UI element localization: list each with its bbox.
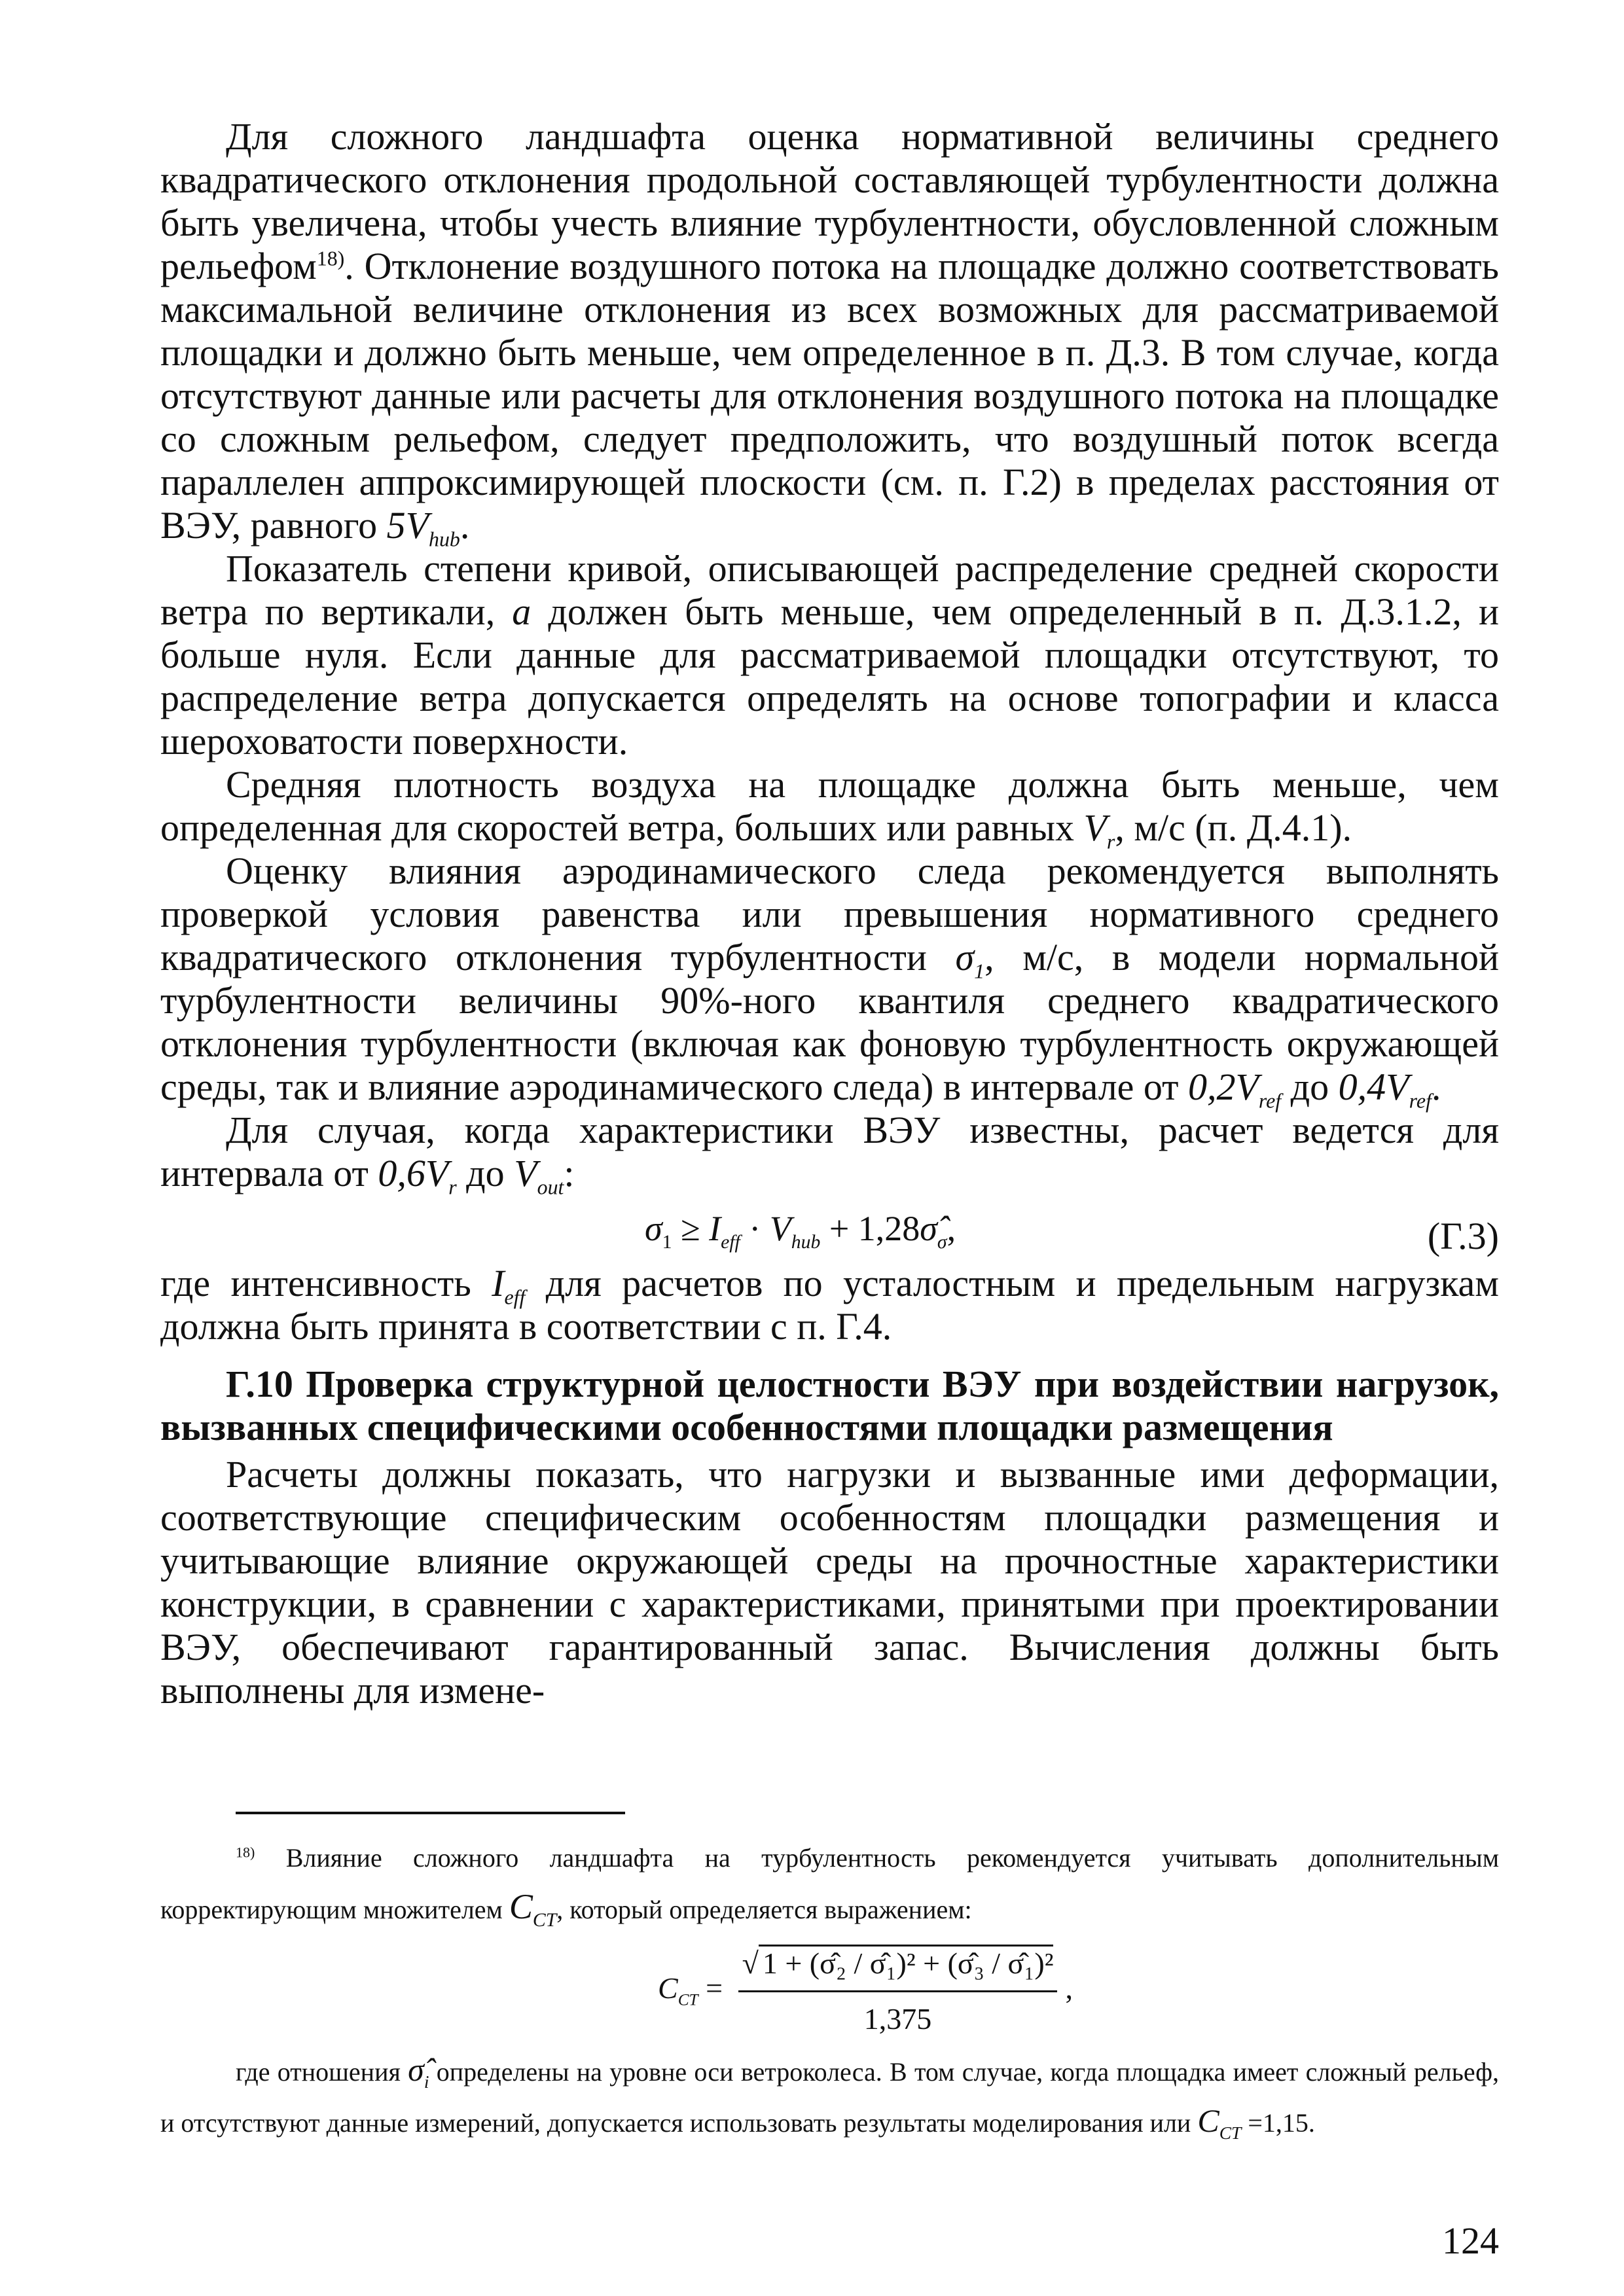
paragraph-text: , м/с (п. Д.4.1).: [1115, 806, 1352, 849]
section-heading: Г.10 Проверка структурной целостности ВЭУ при воздействии нагрузок, вызванных специфическими особенностями площадки размещения: [160, 1363, 1499, 1448]
variable-cct: $C_{CT}$: [509, 1887, 557, 1931]
equation-number: (Г.3): [1427, 1215, 1499, 1257]
variable-5vhub: $5V_{hub}$: [386, 504, 460, 551]
paragraph-air-density: [160, 763, 1499, 853]
page-number: 124: [1442, 2219, 1499, 2262]
variable-ieff: $I_{eff}$: [492, 1262, 526, 1309]
footnote-text-continued: где отношения $\sigmâ_i$ определены на уровне оси ветроколеса. В том случае, когда площадка имеет сложный рельеф, и отсутствуют данные измерений, допускается использовать результаты моделирования или $C_{CT} =1,15$.: [160, 2051, 1499, 2143]
footnote: [160, 1834, 1499, 2147]
paragraph-interval: Для случая, когда характеристики ВЭУ известны, расчет ведется для интервала от $0,6V_r$ до $V_{out}$:: [160, 1109, 1499, 1199]
paragraph-text: Оценку влияния аэродинамического следа рекомендуется выполнять проверкой условия равенства или превышения нормативного среднего квадратического отклонения турбулентности: [160, 850, 1499, 978]
variable-vout: $V_{out}$: [514, 1152, 564, 1199]
paragraph-wind-shear: [160, 547, 1499, 763]
paragraph-text: , м/с, в модели нормальной турбулентности величины 90%-ного квантиля среднего квадратического отклонения турбулентности (включая как фоновую турбулентность окружающей среды, так и влияние аэродинамического следа) в интервале от: [160, 936, 1499, 1108]
paragraph-complex-terrain: Для сложного ландшафта оценка нормативной величины среднего квадратического отклонения продольной составляющей турбулентности должна быть увеличена, чтобы учесть влияние турбулентности, обусловленной сложным рельефом$^{18)}$. Отклонение воздушного потока на площадке должно соответствовать максимальной величине отклонения из всех возможных для рассматриваемой площадки и должно быть меньше, чем определенное в п. Д.3. В том случае, когда отсутствуют данные или расчеты для отклонения воздушного потока на площадке со сложным рельефом, следует предположить, что воздушный поток всегда параллелен аппроксимирующей плоскости (см. п. Г.2) в пределах расстояния от ВЭУ, равного $5V_{hub}$.: [160, 115, 1499, 551]
equation-g3-expression: $\sigma_1 \ge I_{eff} \cdot V_{hub}$ + $1,28\sigmâ_\sigma$,: [645, 1209, 956, 1253]
footnote-equation: [160, 1934, 1499, 2045]
variable-cct-2: $C_{CT}$: [1197, 2102, 1242, 2143]
equation-g3: [160, 1199, 1499, 1259]
paragraph-structural-integrity: Расчеты должны показать, что нагрузки и вызванные ими деформации, соответствующие специфическим особенностям площадки размещения и учитывающие влияние окружающей среды на прочностные характеристики конструкции, в сравнении с характеристиками, принятыми при проектировании ВЭУ, обеспечивают гарантированный запас. Вычисления должны быть выполнены для измене-: [160, 1453, 1499, 1712]
footnote-divider: [236, 1812, 625, 1814]
paragraph-intensity: [160, 1262, 1499, 1348]
footnote-marker: 18): [236, 1844, 255, 1861]
paragraph-text: Средняя плотность воздуха на площадке должна быть меньше, чем определенная для скоростей ветра, больших или равных: [160, 763, 1499, 849]
paragraph-text: Для случая, когда характеристики ВЭУ известны, расчет ведется для интервала от: [160, 1109, 1499, 1194]
paragraph-text: Показатель степени кривой, описывающей распределение средней скорости ветра по вертикали,: [160, 547, 1499, 633]
variable-vr: $V_r$: [1083, 806, 1115, 853]
variable-sigma1: $\sigma_1$: [955, 936, 985, 983]
variable-a: a: [512, 590, 532, 633]
fraction: $\frac{\text{√ 1 + (σ̂₂ / σ̂₁)² + (σ̂₃ / σ̂₁)²}}{1,375}$: [738, 1939, 1058, 2043]
footnote-reference[interactable]: 18): [316, 247, 345, 270]
variable-sigma-i: $\sigmâ_i$: [408, 2051, 429, 2092]
paragraph-text: должен быть меньше, чем определенный в п. Д.3.1.2, и больше нуля. Если данные для рассматриваемой площадки отсутствуют, то распределение ветра допускается определять на основе топографии и класса шероховатости поверхности.: [160, 590, 1499, 762]
paragraph-text: для расчетов по усталостным и предельным нагрузкам должна быть принята в соответствии с п. Г.4.: [160, 1262, 1500, 1348]
main-text: [160, 115, 1499, 1712]
footnote-equation-expression: $C_{CT}$ = $\frac{\text{√ 1 + (σ̂₂ / σ̂₁)² + (σ̂₃ / σ̂₁)²}}{1,375}$ ,: [658, 1939, 1073, 2043]
variable-02vref: $0,2V_{ref}$: [1187, 1066, 1282, 1113]
variable-06vr: $0,6V_r$: [378, 1152, 457, 1199]
paragraph-wake-effect: Оценку влияния аэродинамического следа рекомендуется выполнять проверкой условия равенства или превышения нормативного среднего квадратического отклонения турбулентности $\sigma_1$, м/с, в модели нормальной турбулентности величины 90%-ного квантиля среднего квадратического отклонения турбулентности (включая как фоновую турбулентность окружающей среды, так и влияние аэродинамического следа) в интервале от $0,2V_{ref}$ до $0,4V_{ref}$.: [160, 850, 1499, 1113]
footnote-text: $^{18)}$ Влияние сложного ландшафта на турбулентность рекомендуется учитывать дополнительным корректирующим множителем $C_{CT}$, который определяется выражением:: [160, 1843, 1499, 1931]
paragraph-text: . Отклонение воздушного потока на площадке должно соответствовать максимальной величине отклонения из всех возможных для рассматриваемой площадки и должно быть меньше, чем определенное в п. Д.3. В том случае, когда отсутствуют данные или расчеты для отклонения воздушного потока на площадке со сложным рельефом, следует предположить, что воздушный поток всегда параллелен аппроксимирующей плоскости (см. п. Г.2) в пределах расстояния от ВЭУ, равного: [160, 245, 1499, 547]
variable-04vref: $0,4V_{ref}$: [1338, 1066, 1432, 1113]
paragraph-text: Для сложного ландшафта оценка нормативной величины среднего квадратического отклонения продольной составляющей турбулентности должна быть увеличена, чтобы учесть влияние турбулентности, обусловленной сложным рельефом: [160, 115, 1499, 287]
paragraph-text: где интенсивность: [160, 1262, 492, 1304]
